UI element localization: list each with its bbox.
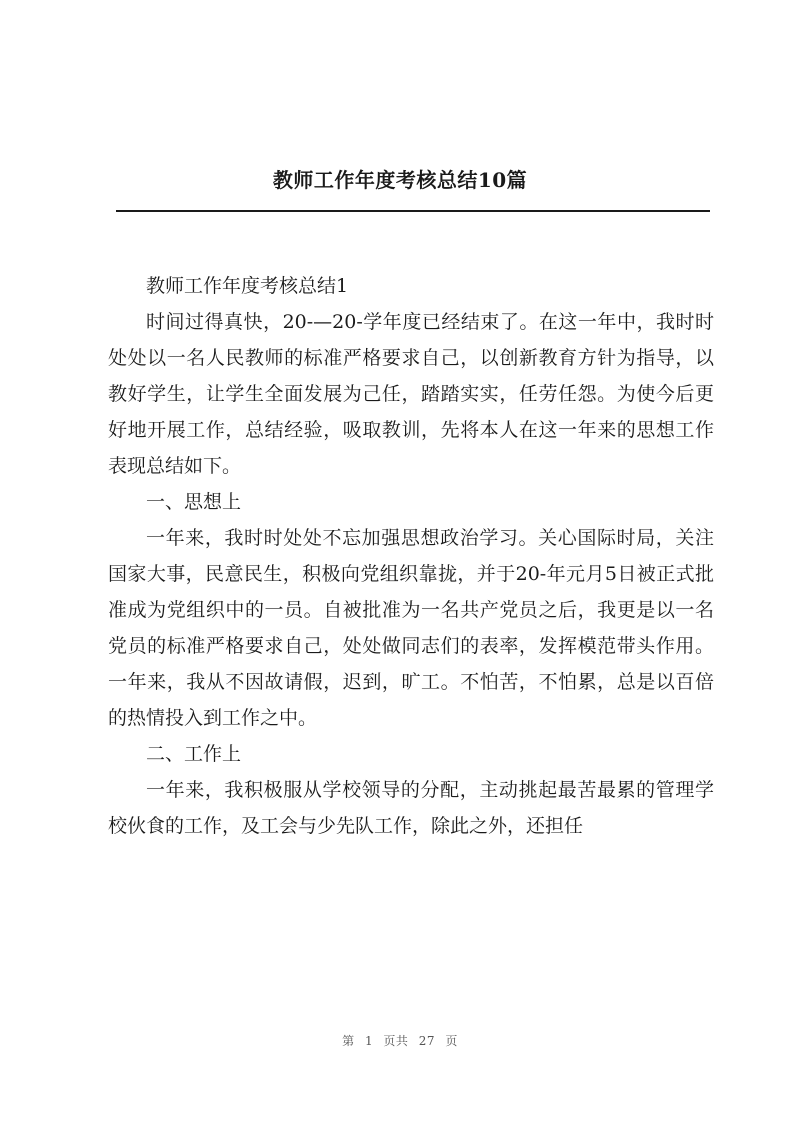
page-label-prefix: 第 bbox=[342, 1034, 355, 1048]
title-divider bbox=[116, 210, 710, 212]
document-title: 教师工作年度考核总结10篇 bbox=[272, 168, 528, 192]
total-pages-number: 27 bbox=[418, 1034, 436, 1048]
current-page-number: 1 bbox=[364, 1034, 374, 1048]
page-label-suffix: 页 bbox=[445, 1034, 458, 1048]
section-heading: 二、工作上 bbox=[146, 743, 242, 765]
section-heading: 一、思想上 bbox=[146, 491, 242, 513]
page-label-middle: 页共 bbox=[383, 1034, 409, 1048]
document-body bbox=[108, 268, 714, 844]
page-footer bbox=[0, 1032, 800, 1049]
paragraph: 时间过得真快，20-—20-学年度已经结束了。在这一年中，我时时处处以一名人民教师的标准严格要求自己，以创新教育方针为指导，以教好学生，让学生全面发展为己任，踏踏实实，任劳任怨。为使今后更好地开展工作，总结经验，吸取教训，先将本人在这一年来的思想工作表现总结如下。 bbox=[108, 311, 714, 477]
section-heading: 教师工作年度考核总结1 bbox=[146, 275, 349, 297]
paragraph: 一年来，我积极服从学校领导的分配，主动挑起最苦最累的管理学校伙食的工作，及工会与少先队工作，除此之外，还担任 bbox=[108, 779, 714, 837]
paragraph: 一年来，我时时处处不忘加强思想政治学习。关心国际时局，关注国家大事，民意民生，积极向党组织靠拢，并于20-年元月5日被正式批准成为党组织中的一员。自被批准为一名共产党员之后，我更是以一名党员的标准严格要求自己，处处做同志们的表率，发挥模范带头作用。一年来，我从不因故请假，迟到，旷工。不怕苦，不怕累，总是以百倍的热情投入到工作之中。 bbox=[108, 527, 714, 729]
